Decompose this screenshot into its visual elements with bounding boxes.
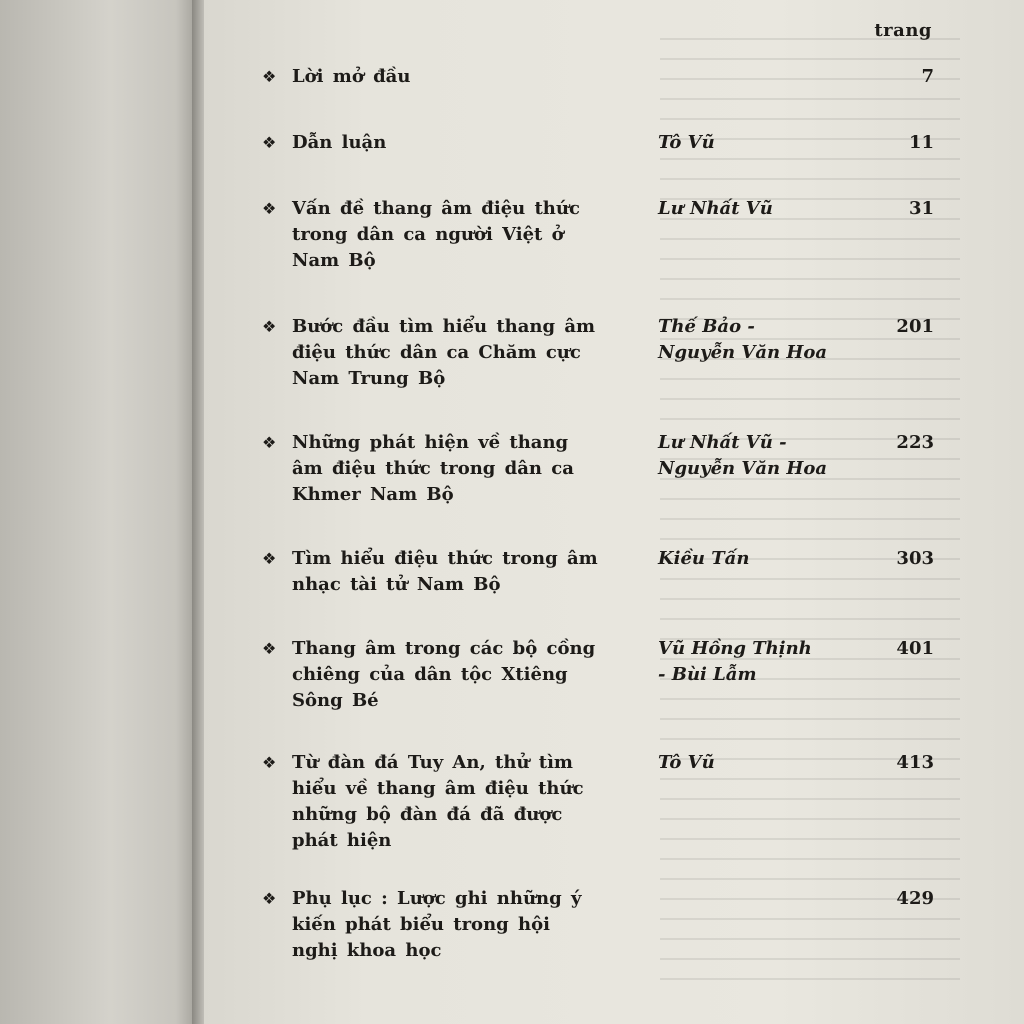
toc-entry-author-line: Kiều Tấn: [658, 548, 750, 569]
toc-entry-author-line: Thế Bảo -: [658, 316, 755, 337]
toc-entry-author-line: Nguyễn Văn Hoa: [658, 458, 828, 479]
diamond-bullet-icon: ❖: [262, 199, 277, 218]
toc-entry-author: [658, 750, 858, 776]
toc-entry-title-line: Sông Bé: [292, 690, 379, 711]
toc-entry-title-line: âm điệu thức trong dân ca: [292, 458, 574, 479]
toc-entry-author: [658, 196, 858, 222]
toc-entry-author-line: Vũ Hồng Thịnh: [658, 638, 812, 659]
toc-entry-title-line: phát hiện: [292, 830, 392, 851]
toc-entry-title: [292, 430, 622, 508]
toc-entry-title-line: Từ đàn đá Tuy An, thử tìm: [292, 752, 573, 773]
toc-entry-title-line: Tìm hiểu điệu thức trong âm: [292, 548, 598, 569]
toc-entry-title-line: trong dân ca người Việt ở: [292, 224, 564, 245]
toc-entry-title-line: Nam Trung Bộ: [292, 368, 446, 389]
toc-entry-title-line: Bước đầu tìm hiểu thang âm: [292, 316, 596, 337]
toc-entry-author: [658, 314, 858, 366]
toc-entry-author-line: Tô Vũ: [658, 132, 715, 153]
toc-entry-title: [292, 64, 622, 90]
diamond-bullet-icon: ❖: [262, 67, 277, 86]
diamond-bullet-icon: ❖: [262, 133, 277, 152]
toc-entry-title-line: Những phát hiện về thang: [292, 432, 569, 453]
toc-entry-title-line: Khmer Nam Bộ: [292, 484, 454, 505]
bleed-through-text: [660, 20, 960, 980]
toc-entry-title-line: Phụ lục : Lược ghi những ý: [292, 888, 582, 909]
toc-entry-title: [292, 130, 622, 156]
toc-entry-title-line: nhạc tài tử Nam Bộ: [292, 574, 501, 595]
toc-entry-author-line: Lư Nhất Vũ: [658, 198, 773, 219]
toc-entry-author-line: - Bùi Lẫm: [658, 664, 757, 685]
toc-entry-author: [658, 430, 858, 482]
toc-entry-author: [658, 130, 858, 156]
diamond-bullet-icon: ❖: [262, 889, 277, 908]
toc-entry-title-line: chiêng của dân tộc Xtiêng: [292, 664, 568, 685]
toc-entry-author-line: Tô Vũ: [658, 752, 715, 773]
toc-entry-title-line: hiểu về thang âm điệu thức: [292, 778, 584, 799]
toc-entry-author: [658, 546, 858, 572]
diamond-bullet-icon: ❖: [262, 753, 277, 772]
diamond-bullet-icon: ❖: [262, 433, 277, 452]
toc-entry-title-line: Nam Bộ: [292, 250, 376, 271]
toc-entry-page-number: 201: [896, 316, 934, 337]
toc-entry-title: [292, 886, 622, 964]
toc-entry-title: [292, 750, 622, 854]
toc-entry-author-line: Nguyễn Văn Hoa: [658, 342, 828, 363]
toc-entry-title: [292, 314, 622, 392]
page-column-header: trang: [874, 20, 932, 41]
toc-entry-page-number: 401: [896, 638, 934, 659]
toc-entry-title-line: Dẫn luận: [292, 132, 387, 153]
toc-entry-page-number: 429: [896, 888, 934, 909]
toc-entry-title-line: những bộ đàn đá đã được: [292, 804, 563, 825]
toc-entry-title-line: kiến phát biểu trong hội: [292, 914, 550, 935]
toc-entry-title: [292, 636, 622, 714]
toc-entry-page-number: 413: [896, 752, 934, 773]
left-page: [0, 0, 200, 1024]
diamond-bullet-icon: ❖: [262, 639, 277, 658]
toc-entry-author-line: Lư Nhất Vũ -: [658, 432, 787, 453]
toc-entry-title-line: điệu thức dân ca Chăm cực: [292, 342, 581, 363]
toc-entry-page-number: 11: [908, 132, 934, 153]
toc-entry-page-number: 303: [896, 548, 934, 569]
diamond-bullet-icon: ❖: [262, 317, 277, 336]
toc-entry-page-number: 223: [896, 432, 934, 453]
toc-entry-title-line: nghị khoa học: [292, 940, 442, 961]
toc-entry-title-line: Lời mở đầu: [292, 66, 411, 87]
toc-entry-page-number: 7: [921, 66, 934, 87]
toc-entry-title-line: Vấn đề thang âm điệu thức: [292, 198, 580, 219]
toc-entry-page-number: 31: [908, 198, 934, 219]
toc-entry-title: [292, 546, 622, 598]
toc-entry-author: [658, 636, 858, 688]
toc-entry-title-line: Thang âm trong các bộ cồng: [292, 638, 596, 659]
toc-entry-title: [292, 196, 622, 274]
diamond-bullet-icon: ❖: [262, 549, 277, 568]
